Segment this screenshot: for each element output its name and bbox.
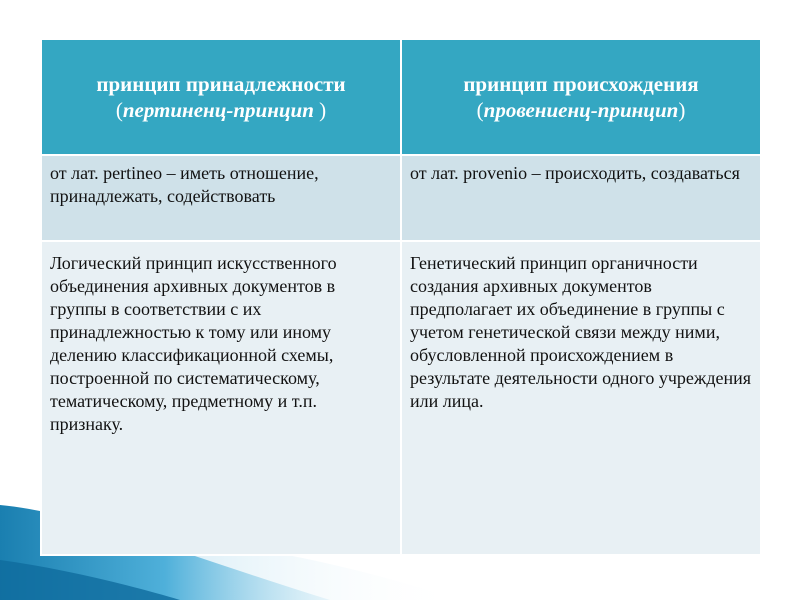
principles-table: [40, 38, 762, 556]
table-cell-definition-pertinence: Логический принцип искусственного объединения архивных документов в группы в соответствии с их принадлежностью к тому или иному делению классификационной схемы, построенной по систематическому, тематическому, предметному и т.п. признаку.: [41, 241, 401, 555]
header-subtitle-italic: провениенц-принцип: [483, 98, 679, 122]
header-subtitle-italic: пертиненц-принцип: [122, 98, 314, 122]
table-row: [41, 155, 761, 241]
table-header-row: [41, 39, 761, 155]
header-cell-provenance: [401, 39, 761, 155]
header-title: принцип принадлежности: [96, 72, 346, 96]
header-subtitle: (провениенц-принцип): [476, 98, 686, 122]
table-cell-definition-provenance: Генетический принцип органичности создания архивных документов предполагает их объединение в группы с учетом генетической связи между ними, обусловленной происхождением в результате деятельности одного учреждения или лица.: [401, 241, 761, 555]
table-cell-etymology-provenance: от лат. provenio – происходить, создаваться: [401, 155, 761, 241]
table-cell-etymology-pertinence: от лат. pertineo – иметь отношение, принадлежать, содействовать: [41, 155, 401, 241]
header-subtitle: (пертиненц-принцип ): [115, 98, 327, 122]
header-title: принцип происхождения: [463, 72, 699, 96]
header-cell-pertinence: [41, 39, 401, 155]
table-row: [41, 241, 761, 555]
